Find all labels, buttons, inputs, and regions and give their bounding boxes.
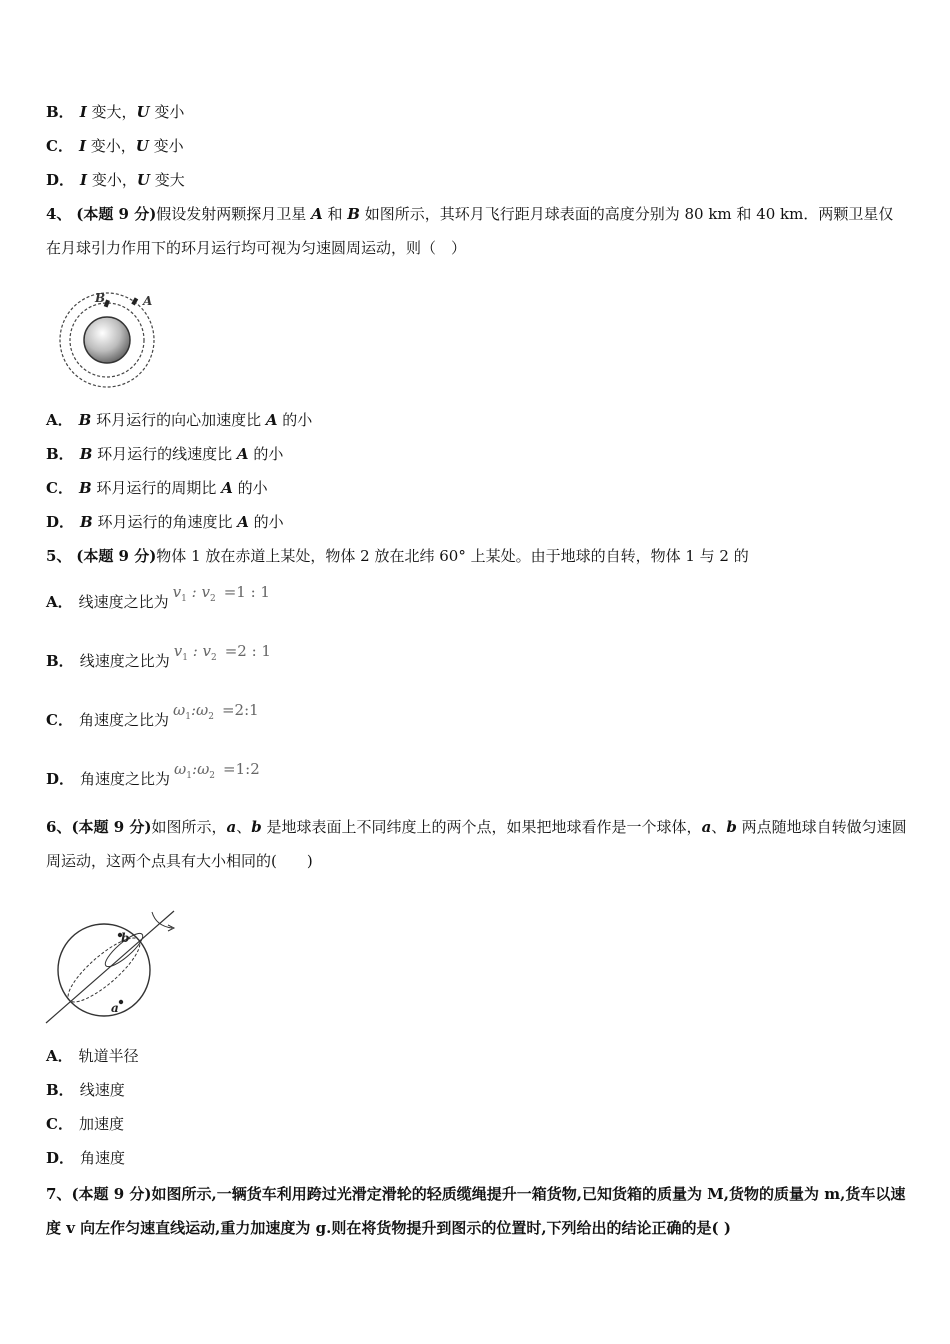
earth-sphere bbox=[58, 924, 150, 1016]
q3-option-d: D． I 变小，U 变大 bbox=[46, 171, 185, 189]
q6-option-a: A． 轨道半径 bbox=[46, 1047, 139, 1065]
moon-orbit-figure bbox=[55, 290, 160, 390]
q6-option-c: C． 加速度 bbox=[46, 1115, 124, 1133]
q3-option-b: B． I 变大，U 变小 bbox=[46, 103, 185, 121]
ratio-formula: $\omega_1:\omega_2$ =1:2 bbox=[174, 760, 260, 781]
ratio-formula: $v_1$ : $v_2 =2$ : 1 bbox=[173, 642, 271, 663]
q5-option-c: C． 角速度之比为$\omega_1:\omega_2$ =2:1 bbox=[46, 701, 259, 729]
q6-option-d: D． 角速度 bbox=[46, 1149, 126, 1167]
q6-stem: 6、(本题 9 分)如图所示，a、b 是地球表面上不同纬度上的两个点，如果把地球看作是一个球体，a、b 两点随地球自转做匀速圆周运动，这两个点具有大小相同的( ) bbox=[46, 818, 907, 870]
q5-option-b: B． 线速度之比为$v_1$ : $v_2 =2$ : 1 bbox=[46, 642, 271, 670]
ratio-formula: $v_1$ : $v_2 =1$ : 1 bbox=[172, 583, 270, 604]
label-b: b bbox=[121, 931, 130, 945]
q4-option-c: C． B 环月运行的周期比 A 的小 bbox=[46, 479, 268, 497]
label-b: B bbox=[95, 291, 106, 305]
q4-option-a: A． B 环月运行的向心加速度比 A 的小 bbox=[46, 411, 313, 429]
q4-option-d: D． B 环月运行的角速度比 A 的小 bbox=[46, 513, 284, 531]
q5-stem: 5、 (本题 9 分)物体 1 放在赤道上某处，物体 2 放在北纬 60° 上某处。由于地球的自转，物体 1 与 2 的 bbox=[46, 547, 749, 565]
q6-option-b: B． 线速度 bbox=[46, 1081, 125, 1099]
q5-option-d: D． 角速度之比为$\omega_1:\omega_2$ =1:2 bbox=[46, 760, 260, 788]
q7-stem: 7、(本题 9 分)如图所示,一辆货车利用跨过光滑定滑轮的轻质缆绳提升一箱货物,已知货箱的质量为 M,货物的质量为 m,货车以速度 v 向左作匀速直线运动,重力加速度为 g.则在将货物提升到图示的位置时,下列给出的结论正确的是( ) bbox=[46, 1185, 906, 1237]
ratio-formula: $\omega_1:\omega_2$ =2:1 bbox=[172, 701, 259, 722]
q3-option-c: C． I 变小，U 变小 bbox=[46, 137, 184, 155]
label-a: a bbox=[111, 1001, 119, 1015]
moon bbox=[84, 317, 130, 363]
label-a: A bbox=[143, 294, 153, 308]
q4-option-b: B． B 环月运行的线速度比 A 的小 bbox=[46, 445, 284, 463]
satellite-a bbox=[131, 297, 138, 305]
earth-rotation-figure bbox=[44, 908, 180, 1028]
point-a bbox=[119, 1000, 123, 1004]
q5-option-a: A． 线速度之比为$v_1$ : $v_2 =1$ : 1 bbox=[46, 583, 270, 611]
rotation-axis bbox=[46, 911, 174, 1023]
q4-stem: 4、 (本题 9 分)假设发射两颗探月卫星 A 和 B 如图所示，其环月飞行距月球表面的高度分别为 80 km 和 40 km．两颗卫星仅在月球引力作用下的环月运行均可视为匀速圆周运动，则（ ） bbox=[46, 205, 894, 257]
